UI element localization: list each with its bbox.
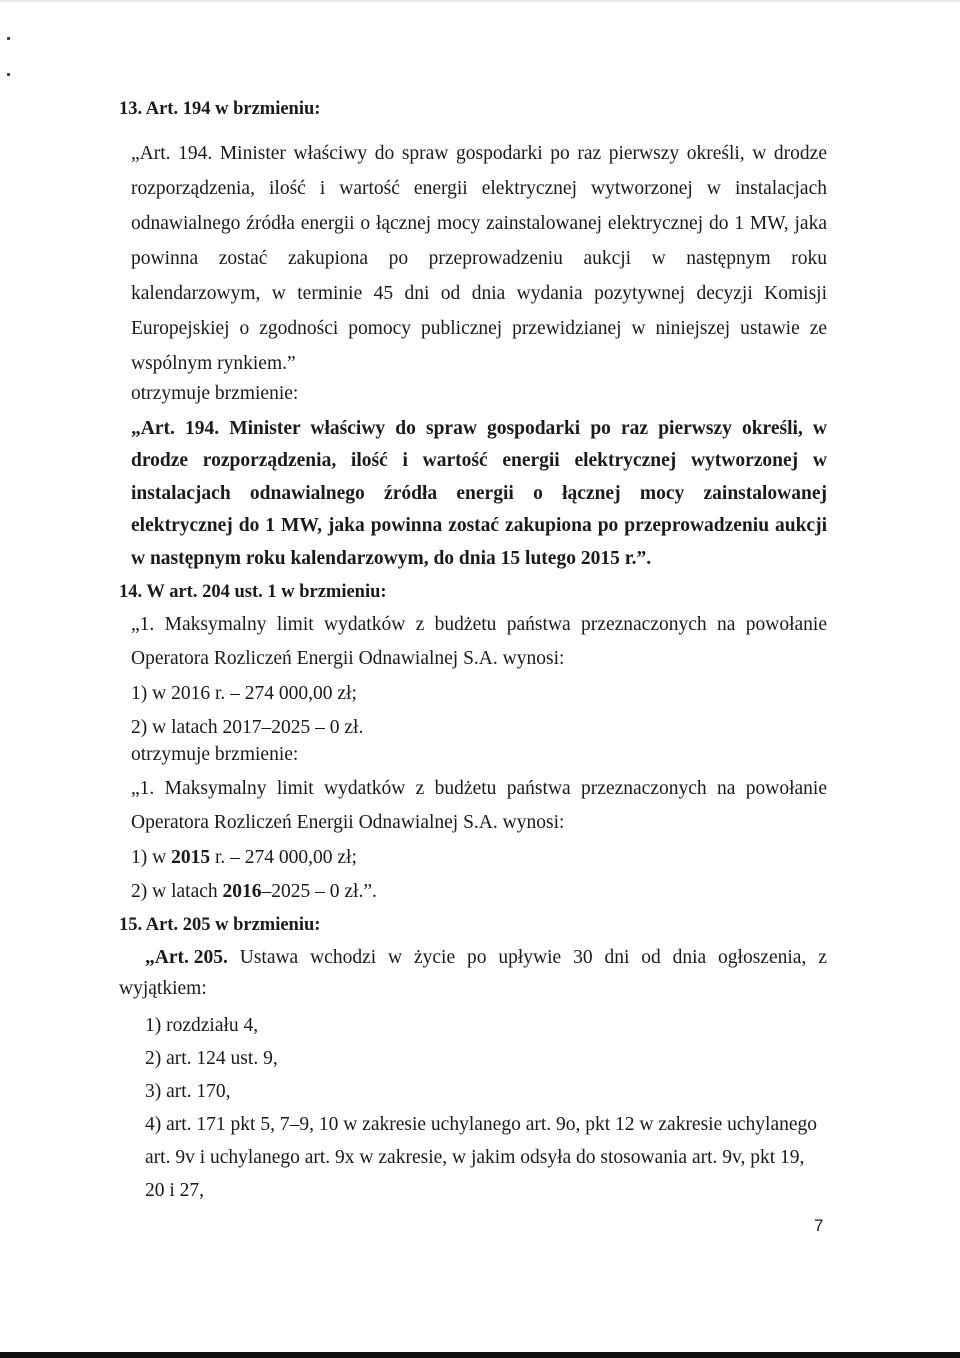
section-14-new-line bbox=[131, 879, 377, 905]
section-14-old-line: 2) w latach 2017–2025 – 0 zł. bbox=[131, 717, 364, 738]
amended-year: 2015 bbox=[171, 847, 211, 868]
page-number: 7 bbox=[814, 1216, 824, 1235]
scan-top-edge bbox=[0, 0, 960, 2]
item-text: 1) w bbox=[131, 847, 172, 868]
item-text: r. – 274 000,00 zł; bbox=[210, 847, 357, 868]
section-14-receives-label: otrzymuje brzmienie: bbox=[131, 744, 299, 765]
section-13-old-line: odnawialnego źródła energii o łącznej mocy zainstalowanej elektrycznej do 1 MW, jaka bbox=[131, 213, 827, 234]
amended-year: 2016 bbox=[222, 881, 262, 902]
scan-speck bbox=[7, 73, 10, 76]
section-14-heading: 14. W art. 204 ust. 1 w brzmieniu: bbox=[119, 582, 387, 602]
section-15-item: 2) art. 124 ust. 9, bbox=[145, 1048, 278, 1069]
section-14-new-line bbox=[131, 845, 357, 871]
scan-speck bbox=[7, 37, 10, 40]
section-13-new-line: „Art. 194. Minister właściwy do spraw gospodarki po raz pierwszy określi, w bbox=[131, 418, 827, 439]
article-label: „Art. 205. bbox=[145, 947, 228, 968]
section-14-old-line: „1. Maksymalny limit wydatków z budżetu państwa przeznaczonych na powołanie bbox=[131, 614, 827, 635]
scan-bottom-edge bbox=[0, 1352, 960, 1358]
section-14-new-line: „1. Maksymalny limit wydatków z budżetu państwa przeznaczonych na powołanie bbox=[131, 778, 827, 799]
section-15-intro bbox=[145, 945, 827, 971]
intro-text: Ustawa wchodzi w życie po upływie 30 dni od dnia ogłoszenia, z bbox=[227, 947, 827, 968]
section-13-old-line: „Art. 194. Minister właściwy do spraw gospodarki po raz pierwszy określi, w drodze bbox=[131, 143, 827, 164]
section-13-old-line: Europejskiej o zgodności pomocy publicznej przewidzianej w niniejszej ustawie ze bbox=[131, 318, 827, 339]
section-15-item: art. 9v i uchylanego art. 9x w zakresie, w jakim odsyła do stosowania art. 9v, pkt 19, bbox=[145, 1147, 805, 1168]
section-13-old-line: powinna zostać zakupiona po przeprowadzeniu aukcji w następnym roku bbox=[131, 248, 827, 269]
section-13-old-line: kalendarzowym, w terminie 45 dni od dnia wydania pozytywnej decyzji Komisji bbox=[131, 283, 827, 304]
section-13-old-line: wspólnym rynkiem.” bbox=[131, 353, 296, 374]
section-13-new-line: w następnym roku kalendarzowym, do dnia 15 lutego 2015 r.”. bbox=[131, 548, 652, 569]
section-15-heading: 15. Art. 205 w brzmieniu: bbox=[119, 915, 321, 935]
section-14-old-line: 1) w 2016 r. – 274 000,00 zł; bbox=[131, 683, 357, 704]
section-15-intro-cont: wyjątkiem: bbox=[119, 978, 207, 999]
section-13-receives-label: otrzymuje brzmienie: bbox=[131, 383, 299, 404]
section-13-new-line: instalacjach odnawialnego źródła energii o łącznej mocy zainstalowanej bbox=[131, 483, 827, 504]
section-15-item: 1) rozdziału 4, bbox=[145, 1015, 259, 1036]
item-text: –2025 – 0 zł.”. bbox=[261, 881, 377, 902]
section-13-heading: 13. Art. 194 w brzmieniu: bbox=[119, 99, 321, 119]
section-13-new-line: drodze rozporządzenia, ilość i wartość energii elektrycznej wytworzonej w bbox=[131, 450, 827, 471]
section-13-old-line: rozporządzenia, ilość i wartość energii elektrycznej wytworzonej w instalacjach bbox=[131, 178, 827, 199]
section-14-old-line: Operatora Rozliczeń Energii Odnawialnej S.A. wynosi: bbox=[131, 648, 565, 669]
section-15-item: 3) art. 170, bbox=[145, 1081, 231, 1102]
section-14-new-line: Operatora Rozliczeń Energii Odnawialnej S.A. wynosi: bbox=[131, 812, 565, 833]
section-15-item: 4) art. 171 pkt 5, 7–9, 10 w zakresie uchylanego art. 9o, pkt 12 w zakresie uchylanego bbox=[145, 1114, 818, 1135]
section-15-item: 20 i 27, bbox=[145, 1180, 205, 1201]
section-13-new-line: elektrycznej do 1 MW, jaka powinna zostać zakupiona po przeprowadzeniu aukcji bbox=[131, 515, 827, 536]
item-text: 2) w latach bbox=[131, 881, 223, 902]
